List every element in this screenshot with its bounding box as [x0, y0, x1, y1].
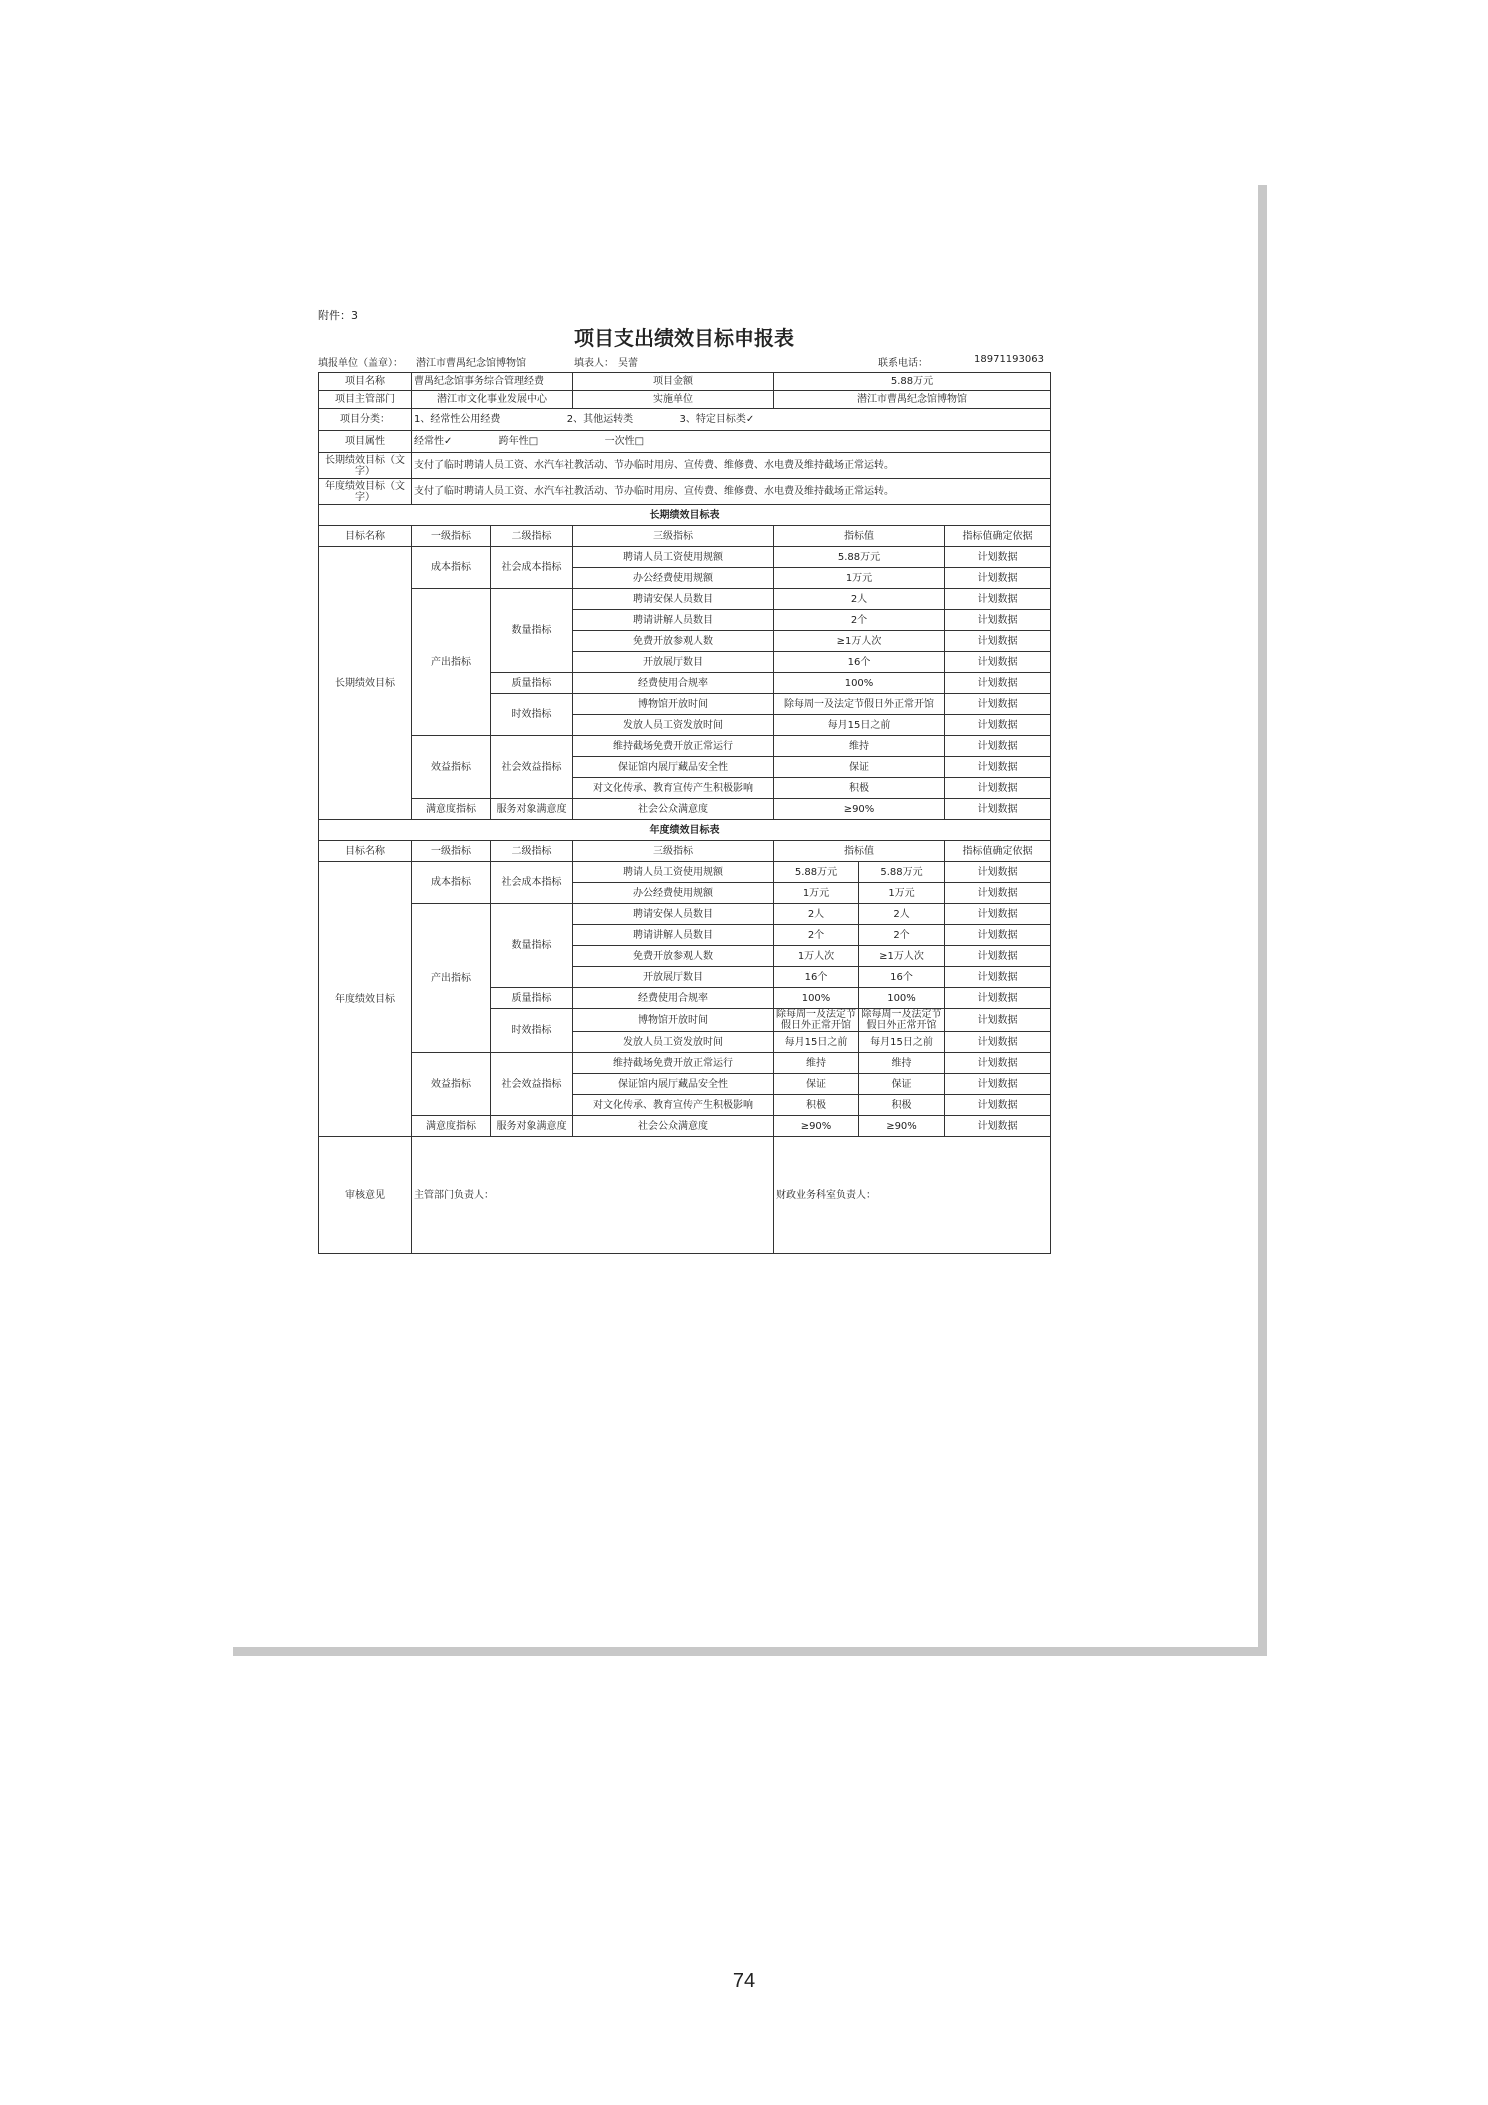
indicator-value: 100% [774, 988, 859, 1009]
attr-2: 跨年性□ [498, 436, 539, 447]
level3-indicator: 聘请安保人员数目 [573, 904, 774, 925]
table-row [319, 1116, 1051, 1137]
level2-indicator: 数量指标 [491, 904, 573, 988]
level1-indicator: 效益指标 [412, 1053, 491, 1116]
table-row [319, 904, 1051, 925]
year-goal-label: 年度绩效目标（文字） [319, 479, 412, 505]
level3-indicator: 保证馆内展厅藏品安全性 [573, 757, 774, 778]
level3-indicator: 对文化传承、教育宣传产生积极影响 [573, 778, 774, 799]
table-row [319, 862, 1051, 883]
phone-label: 联系电话： [878, 358, 928, 369]
level3-indicator: 聘请讲解人员数目 [573, 610, 774, 631]
value-basis: 计划数据 [945, 1053, 1051, 1074]
phone-value: 18971193063 [974, 354, 1044, 365]
indicator-value: 积极 [774, 778, 945, 799]
level1-indicator: 满意度指标 [412, 799, 491, 820]
long-goal-text: 支付了临时聘请人员工资、水汽车社教活动、节办临时用房、宣传费、维修费、水电费及维持截场正常运转。 [412, 453, 1051, 479]
target-name: 长期绩效目标 [319, 547, 412, 820]
header-level2: 二级指标 [491, 526, 573, 547]
category-label: 项目分类： [319, 409, 412, 431]
level2-indicator: 时效指标 [491, 1009, 573, 1053]
level3-indicator: 聘请讲解人员数目 [573, 925, 774, 946]
level3-indicator: 开放展厅数目 [573, 652, 774, 673]
header-value: 指标值 [774, 841, 945, 862]
filler-label: 填表人： [574, 358, 614, 369]
indicator-value: 维持 [859, 1053, 945, 1074]
indicator-value: 16个 [774, 652, 945, 673]
value-basis: 计划数据 [945, 904, 1051, 925]
indicator-value: 积极 [859, 1095, 945, 1116]
indicator-value: 除每周一及法定节假日外正常开馆 [774, 694, 945, 715]
level3-indicator: 经费使用合规率 [573, 988, 774, 1009]
category-2: 2、其他运转类 [566, 414, 634, 425]
level3-indicator: 社会公众满意度 [573, 799, 774, 820]
value-basis: 计划数据 [945, 1074, 1051, 1095]
header-level1: 一级指标 [412, 526, 491, 547]
level1-indicator: 成本指标 [412, 547, 491, 589]
header-target: 目标名称 [319, 841, 412, 862]
indicator-value: 保证 [774, 1074, 859, 1095]
header-level3: 三级指标 [573, 841, 774, 862]
indicator-value: 2人 [774, 589, 945, 610]
dept-head-sign: 主管部门负责人： [412, 1137, 774, 1254]
review-label: 审核意见 [319, 1137, 412, 1254]
indicator-value: 5.88万元 [774, 547, 945, 568]
indicator-value: 保证 [774, 757, 945, 778]
attr-3: 一次性□ [604, 436, 645, 447]
table-row [319, 736, 1051, 757]
indicator-value: 维持 [774, 736, 945, 757]
value-basis: 计划数据 [945, 610, 1051, 631]
indicator-value: 16个 [774, 967, 859, 988]
header-basis: 指标值确定依据 [945, 841, 1051, 862]
impl-value: 潜江市曹禺纪念馆博物馆 [774, 391, 1051, 409]
project-name-value: 曹禺纪念馆事务综合管理经费 [412, 373, 573, 391]
table-row [319, 589, 1051, 610]
value-basis: 计划数据 [945, 547, 1051, 568]
category-3: 3、特定目标类✓ [679, 414, 755, 425]
level2-indicator: 社会效益指标 [491, 736, 573, 799]
value-basis: 计划数据 [945, 694, 1051, 715]
project-name-label: 项目名称 [319, 373, 412, 391]
category-1: 1、经常性公用经费 [414, 414, 501, 425]
year-goal-text: 支付了临时聘请人员工资、水汽车社教活动、节办临时用房、宣传费、维修费、水电费及维持截场正常运转。 [412, 479, 1051, 505]
level3-indicator: 免费开放参观人数 [573, 946, 774, 967]
value-basis: 计划数据 [945, 757, 1051, 778]
table-row [319, 547, 1051, 568]
level2-indicator: 时效指标 [491, 694, 573, 736]
level3-indicator: 对文化传承、教育宣传产生积极影响 [573, 1095, 774, 1116]
indicator-value: 5.88万元 [859, 862, 945, 883]
indicator-value: 除每周一及法定节假日外正常开馆 [859, 1009, 945, 1032]
target-name: 年度绩效目标 [319, 862, 412, 1137]
dept-value: 潜江市文化事业发展中心 [412, 391, 573, 409]
indicator-value: 1万元 [774, 568, 945, 589]
indicator-value: 每月15日之前 [859, 1032, 945, 1053]
level2-indicator: 社会效益指标 [491, 1053, 573, 1116]
header-info [318, 354, 1050, 368]
indicator-value: 2人 [774, 904, 859, 925]
indicator-value: 每月15日之前 [774, 715, 945, 736]
level1-indicator: 效益指标 [412, 736, 491, 799]
indicator-value: ≥1万人次 [774, 631, 945, 652]
amount-label: 项目金额 [573, 373, 774, 391]
level2-indicator: 服务对象满意度 [491, 1116, 573, 1137]
value-basis: 计划数据 [945, 715, 1051, 736]
level2-indicator: 数量指标 [491, 589, 573, 673]
level3-indicator: 免费开放参观人数 [573, 631, 774, 652]
level3-indicator: 维持截场免费开放正常运行 [573, 1053, 774, 1074]
indicator-value: 每月15日之前 [774, 1032, 859, 1053]
value-basis: 计划数据 [945, 1032, 1051, 1053]
level3-indicator: 博物馆开放时间 [573, 1009, 774, 1032]
header-value: 指标值 [774, 526, 945, 547]
header-level1: 一级指标 [412, 841, 491, 862]
level3-indicator: 办公经费使用规额 [573, 568, 774, 589]
level3-indicator: 开放展厅数目 [573, 967, 774, 988]
level3-indicator: 发放人员工资发放时间 [573, 1032, 774, 1053]
value-basis: 计划数据 [945, 631, 1051, 652]
level3-indicator: 社会公众满意度 [573, 1116, 774, 1137]
level3-indicator: 办公经费使用规额 [573, 883, 774, 904]
dept-label: 项目主管部门 [319, 391, 412, 409]
attr-label: 项目属性 [319, 431, 412, 453]
value-basis: 计划数据 [945, 589, 1051, 610]
value-basis: 计划数据 [945, 988, 1051, 1009]
table-row [319, 799, 1051, 820]
long-goal-label: 长期绩效目标（文字） [319, 453, 412, 479]
value-basis: 计划数据 [945, 736, 1051, 757]
indicator-value: 保证 [859, 1074, 945, 1095]
indicator-value: ≥90% [774, 799, 945, 820]
indicator-value: ≥90% [859, 1116, 945, 1137]
value-basis: 计划数据 [945, 568, 1051, 589]
level3-indicator: 保证馆内展厅藏品安全性 [573, 1074, 774, 1095]
unit-value: 潜江市曹禺纪念馆博物馆 [416, 358, 526, 369]
level2-indicator: 质量指标 [491, 988, 573, 1009]
attr-1: 经常性✓ [414, 436, 453, 447]
header-basis: 指标值确定依据 [945, 526, 1051, 547]
page-number: 74 [732, 1970, 756, 1992]
indicator-value: 1万人次 [774, 946, 859, 967]
indicator-value: 2人 [859, 904, 945, 925]
impl-label: 实施单位 [573, 391, 774, 409]
level1-indicator: 满意度指标 [412, 1116, 491, 1137]
value-basis: 计划数据 [945, 862, 1051, 883]
indicator-value: ≥90% [774, 1116, 859, 1137]
level3-indicator: 聘请安保人员数目 [573, 589, 774, 610]
header-level2: 二级指标 [491, 841, 573, 862]
level2-indicator: 社会成本指标 [491, 862, 573, 904]
level1-indicator: 产出指标 [412, 904, 491, 1053]
value-basis: 计划数据 [945, 1095, 1051, 1116]
finance-head-sign: 财政业务科室负责人： [774, 1137, 1051, 1254]
indicator-value: 2个 [774, 925, 859, 946]
indicator-value: 除每周一及法定节假日外正常开馆 [774, 1009, 859, 1032]
indicator-value: 积极 [774, 1095, 859, 1116]
table-row [319, 1053, 1051, 1074]
indicator-value: ≥1万人次 [859, 946, 945, 967]
indicator-value: 16个 [859, 967, 945, 988]
header-level3: 三级指标 [573, 526, 774, 547]
category-values [412, 409, 1051, 431]
level3-indicator: 维持截场免费开放正常运行 [573, 736, 774, 757]
indicator-value: 维持 [774, 1053, 859, 1074]
section-title: 长期绩效目标表 [319, 505, 1051, 526]
level2-indicator: 质量指标 [491, 673, 573, 694]
value-basis: 计划数据 [945, 799, 1051, 820]
attr-values [412, 431, 1051, 453]
value-basis: 计划数据 [945, 883, 1051, 904]
value-basis: 计划数据 [945, 652, 1051, 673]
indicator-value: 1万元 [859, 883, 945, 904]
value-basis: 计划数据 [945, 946, 1051, 967]
level3-indicator: 聘请人员工资使用规额 [573, 862, 774, 883]
indicator-value: 5.88万元 [774, 862, 859, 883]
value-basis: 计划数据 [945, 1116, 1051, 1137]
filler-value: 吴蕾 [618, 358, 638, 369]
amount-value: 5.88万元 [774, 373, 1051, 391]
annex-label: 附件：3 [318, 309, 358, 322]
performance-table [318, 372, 1051, 1254]
form-title: 项目支出绩效目标申报表 [574, 326, 794, 350]
value-basis: 计划数据 [945, 778, 1051, 799]
level3-indicator: 聘请人员工资使用规额 [573, 547, 774, 568]
indicator-value: 2个 [859, 925, 945, 946]
level2-indicator: 服务对象满意度 [491, 799, 573, 820]
level3-indicator: 经费使用合规率 [573, 673, 774, 694]
value-basis: 计划数据 [945, 967, 1051, 988]
level3-indicator: 博物馆开放时间 [573, 694, 774, 715]
indicator-value: 1万元 [774, 883, 859, 904]
value-basis: 计划数据 [945, 1009, 1051, 1032]
value-basis: 计划数据 [945, 673, 1051, 694]
indicator-value: 2个 [774, 610, 945, 631]
section-title: 年度绩效目标表 [319, 820, 1051, 841]
level2-indicator: 社会成本指标 [491, 547, 573, 589]
level1-indicator: 产出指标 [412, 589, 491, 736]
level1-indicator: 成本指标 [412, 862, 491, 904]
indicator-value: 100% [859, 988, 945, 1009]
level3-indicator: 发放人员工资发放时间 [573, 715, 774, 736]
value-basis: 计划数据 [945, 925, 1051, 946]
indicator-value: 100% [774, 673, 945, 694]
header-target: 目标名称 [319, 526, 412, 547]
unit-label: 填报单位（盖章）： [318, 358, 403, 369]
